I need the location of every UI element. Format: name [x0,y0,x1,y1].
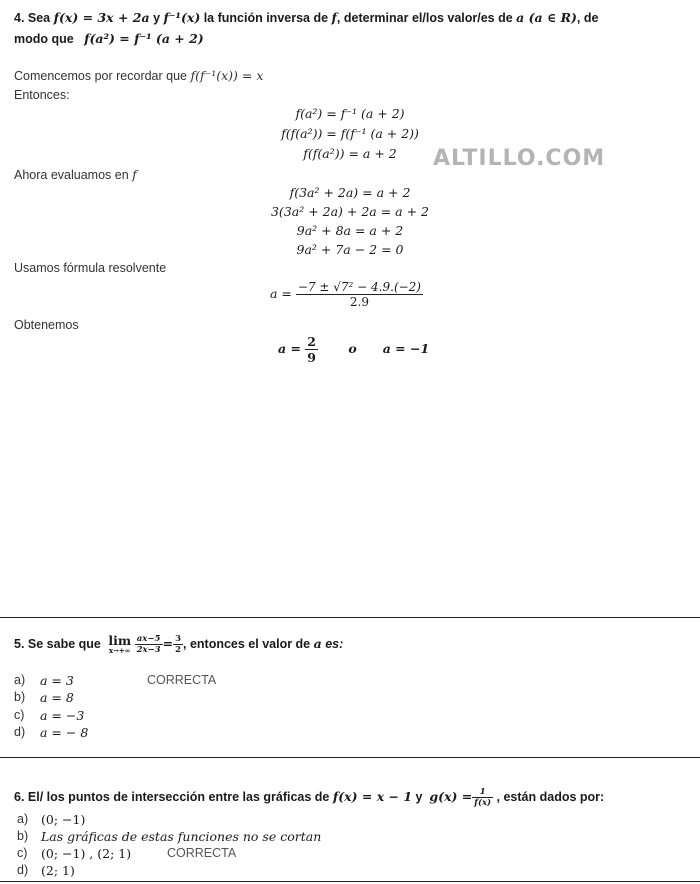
q5-option-value: a = − 8 [40,725,89,740]
q6-option-letter: d) [17,863,29,877]
q4-eq7: 9a² + 7a − 2 = 0 [296,242,404,257]
q5-a: a [313,635,322,651]
q4-recall-text: Comencemos por recordar que [14,69,191,83]
q4-obtain: Obtenemos [14,318,79,332]
q5-option-d[interactable] [14,725,89,740]
q4-fx: f(x) = 3x + 2a [53,10,150,25]
q4-eval-text: Ahora evaluamos en [14,168,133,182]
q5-option-c[interactable] [14,708,85,723]
q5-option-letter: c) [14,708,25,722]
q4-result [278,334,429,365]
q4-eq2: f(f(a²)) = f(f⁻¹ (a + 2)) [281,126,419,141]
q5-option-a[interactable] [14,673,217,688]
q5-option-value: a = −3 [40,708,85,723]
q6-gx-den: f(x) [474,798,492,808]
q6-y: y [412,789,426,804]
q4-then: Entonces: [14,88,70,102]
q6-option-value: (0; −1) [41,812,86,827]
q4-formula-lhs: a = [270,286,292,301]
q6-option-value: (2; 1) [41,863,75,878]
q4-formula-num: −7 ± √7² − 4.9.(−2) [297,280,421,294]
q4-eq5: 3(3a² + 2a) + 2a = a + 2 [270,204,430,219]
q4-result-or: o [348,341,357,356]
q4-formula-den: 2.9 [349,295,369,309]
q6-gx-num: 1 [472,787,493,798]
q6-option-b[interactable] [17,829,322,844]
q4-y: y [149,11,164,25]
q6-gx-lhs: g(x) = [429,788,473,804]
q6-option-letter: a) [17,812,29,826]
q4-header-text4: , de [576,11,599,25]
q5-frac-den: 2x−3 [136,645,161,655]
q4-eval-f: f [132,167,137,182]
q5-option-letter: b) [14,690,26,704]
divider-bottom [0,881,700,882]
q5-option-value: a = 8 [40,690,74,705]
q4-a: a (a ∈ R) [516,10,577,25]
q4-line2-eq: f(a²) = f⁻¹ (a + 2) [84,31,204,46]
q6-option-c[interactable] [17,846,237,861]
q4-formula [270,280,423,309]
q5-frac-num: ax−5 [135,634,163,645]
q6-option-correct-tag: CORRECTA [167,846,237,860]
q4-eq6: 9a² + 8a = a + 2 [296,223,404,238]
q4-result-num: 2 [307,334,316,349]
q5-equals: = [162,635,174,651]
q4-result-fraction [305,334,318,365]
q6-header-text: 6. El/ los puntos de intersección entre las gráficas de [14,789,333,804]
q4-result-den: 9 [307,350,316,365]
q6-option-value: (0; −1) , (2; 1) [41,846,132,861]
q5-option-letter: a) [14,673,26,687]
q4-header-line1 [14,10,598,25]
q5-fraction [135,634,163,655]
q5-option-value: a = 3 [40,673,74,688]
q5-lim-sub: x→+∞ [108,645,131,655]
q4-eval [14,167,137,182]
q5-lim: lim [108,632,132,648]
q6-option-value: Las gráficas de estas funciones no se cortan [41,829,322,844]
q4-header-text2: la función inversa de [200,11,332,25]
q4-f: f [331,10,337,25]
q6-fx: f(x) = x − 1 [332,788,413,804]
q4-recall [14,68,263,83]
q4-formula-fraction [296,280,423,309]
q4-header-line2 [14,31,204,46]
q4-finv: f⁻¹(x) [163,10,201,25]
q5-option-correct-tag: CORRECTA [147,673,217,687]
q5-header-text3: es: [321,636,344,651]
q6-option-letter: b) [17,829,29,843]
q5-rhs-num: 3 [175,634,181,644]
q6-header-text2: , están dados por: [493,789,605,804]
q4-eq4: f(3a² + 2a) = a + 2 [289,185,411,200]
q4-result-other: a = −1 [382,341,430,356]
q4-header-text3: , determinar el/los valor/es de [336,11,517,25]
q6-gx-fraction [472,787,493,808]
q4-line2-prefix: modo que [14,32,74,46]
divider-q4-q5 [0,617,700,618]
q6-option-letter: c) [17,846,28,860]
q5-option-letter: d) [14,725,26,739]
watermark: ALTILLO.COM [433,146,606,171]
q6-option-d[interactable] [17,863,75,878]
q6-option-a[interactable] [17,812,86,827]
q4-eq1: f(a²) = f⁻¹ (a + 2) [295,106,405,121]
q5-rhs-fraction [173,634,183,655]
q5-limit [108,632,132,655]
q4-recall-eq: f(f⁻¹(x)) = x [190,68,264,83]
q5-rhs-den: 2 [175,645,181,655]
q4-formula-text: Usamos fórmula resolvente [14,261,167,275]
q5-option-b[interactable] [14,690,74,705]
q5-header [14,634,343,655]
q4-result-lhs: a = [278,341,301,356]
q5-header-text: 5. Se sabe que [14,636,101,651]
divider-q5-q6 [0,757,700,758]
q6-header [14,787,604,808]
q4-eq3: f(f(a²)) = a + 2 [303,146,397,161]
q4-header-text: 4. Sea [14,11,54,25]
q5-header-text2: , entonces el valor de [183,636,314,651]
